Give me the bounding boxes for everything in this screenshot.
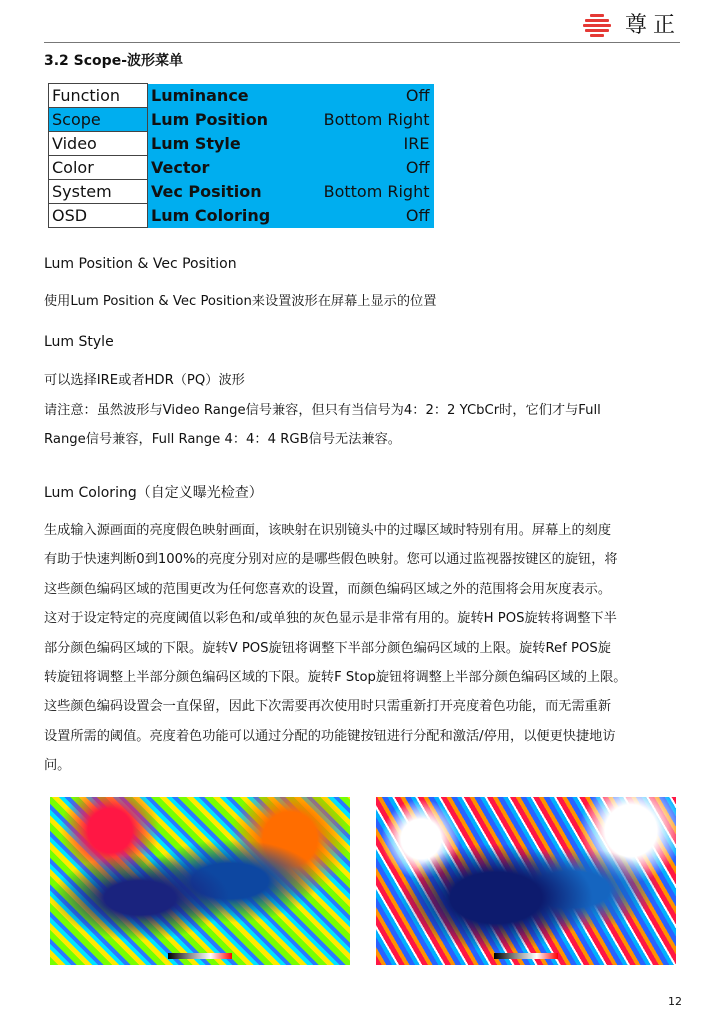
menu-category[interactable]: Function — [49, 84, 148, 108]
menu-row — [49, 156, 434, 180]
luma-scale-bar — [168, 953, 232, 959]
menu-item-name[interactable]: Lum Coloring — [148, 204, 315, 228]
menu-item-value[interactable]: IRE — [315, 132, 434, 156]
menu-category[interactable]: Video — [49, 132, 148, 156]
menu-item-value[interactable]: Bottom Right — [315, 108, 434, 132]
menu-item-name[interactable]: Lum Position — [148, 108, 315, 132]
lum-coloring-line: 这些颜色编码区域的范围更改为任何您喜欢的设置，而颜色编码区域之外的范围将会用灰度表示。 — [44, 581, 612, 597]
menu-item-value[interactable]: Off — [315, 204, 434, 228]
menu-item-value[interactable]: Off — [315, 84, 434, 108]
lum-coloring-line: 部分颜色编码区域的下限。旋转V POS旋钮将调整下半部分颜色编码区域的上限。旋转Ref POS旋 — [44, 640, 611, 656]
lum-style-line: 请注意：虽然波形与Video Range信号兼容，但只有当信号为4：2：2 YCbCr时，它们才与Full — [44, 403, 601, 418]
lum-coloring-line: 这对于设定特定的亮度阈值以彩色和/或单独的灰色显示是非常有用的。旋转H POS旋转将调整下半 — [44, 611, 617, 627]
lum-style-heading: Lum Style — [44, 334, 114, 350]
menu-category[interactable]: Color — [49, 156, 148, 180]
lum-position-text: 使用Lum Position & Vec Position来设置波形在屏幕上显示的位置 — [44, 294, 437, 309]
menu-row — [49, 84, 434, 108]
scope-menu-table — [48, 83, 434, 228]
lum-coloring-line: 有助于快速判断0到100%的亮度分别对应的是哪些假色映射。您可以通过监视器按键区的旋钮，将 — [44, 552, 618, 568]
lum-coloring-line: 生成输入源画面的亮度假色映射画面，该映射在识别镜头中的过曝区域时特别有用。屏幕上的刻度 — [44, 523, 612, 538]
menu-item-value[interactable]: Off — [315, 156, 434, 180]
menu-row — [49, 204, 434, 228]
lum-coloring-line: 这些颜色编码设置会一直保留，因此下次需要再次使用时只需重新打开亮度着色功能，而无需重新 — [44, 699, 612, 715]
lum-coloring-heading: Lum Coloring（自定义曝光检查） — [44, 485, 263, 501]
header-divider — [44, 42, 680, 43]
menu-row — [49, 108, 434, 132]
menu-row — [49, 180, 434, 204]
lum-coloring-line: 设置所需的阈值。亮度着色功能可以通过分配的功能键按钮进行分配和激活/停用，以便更快捷地访 — [44, 728, 616, 744]
lum-style-line: Range信号兼容，Full Range 4：4：4 RGB信号无法兼容。 — [44, 432, 401, 447]
lum-coloring-line: 问。 — [44, 758, 71, 774]
false-color-image-1 — [50, 797, 350, 965]
brand-logo-text: 尊正 — [625, 13, 682, 38]
lum-coloring-line: 转旋钮将调整上半部分颜色编码区域的下限。旋转F Stop旋钮将调整上半部分颜色编码区域的上限。 — [44, 670, 627, 685]
menu-item-name[interactable]: Vector — [148, 156, 315, 180]
lum-style-line: 可以选择IRE或者HDR（PQ）波形 — [44, 373, 245, 388]
menu-category[interactable]: Scope — [49, 108, 148, 132]
menu-item-name[interactable]: Luminance — [148, 84, 315, 108]
menu-category[interactable]: OSD — [49, 204, 148, 228]
menu-item-name[interactable]: Vec Position — [148, 180, 315, 204]
false-color-image-2 — [376, 797, 676, 965]
luma-scale-bar — [494, 953, 558, 959]
menu-category[interactable]: System — [49, 180, 148, 204]
section-title: 3.2 Scope-波形菜单 — [44, 53, 184, 69]
lum-position-heading: Lum Position & Vec Position — [44, 256, 237, 272]
page-number: 12 — [668, 995, 682, 1008]
menu-item-name[interactable]: Lum Style — [148, 132, 315, 156]
menu-row — [49, 132, 434, 156]
brand-logo-icon — [583, 14, 611, 36]
menu-item-value[interactable]: Bottom Right — [315, 180, 434, 204]
